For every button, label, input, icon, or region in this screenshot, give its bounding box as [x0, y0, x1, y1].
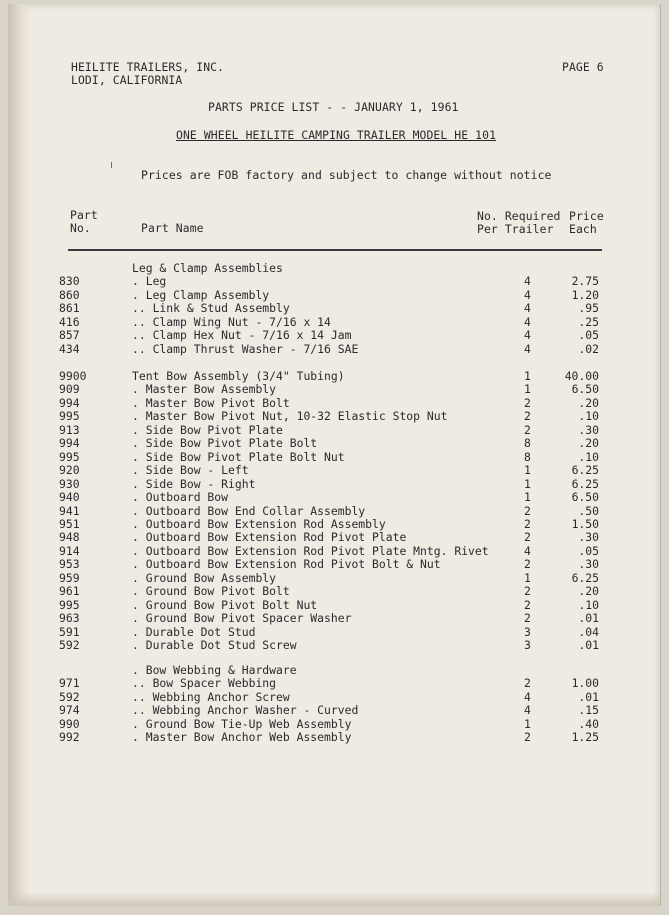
table-row	[8, 451, 660, 465]
part-number: 995	[59, 449, 80, 464]
quantity-required: 4	[524, 341, 531, 356]
group-heading-row	[8, 262, 660, 276]
part-number: 995	[59, 409, 80, 424]
part-name: . Master Bow Pivot Bolt	[132, 395, 290, 410]
price-each: 6.50	[571, 382, 599, 397]
table-row	[8, 585, 660, 599]
part-name: .. Clamp Hex Nut - 7/16 x 14 Jam	[132, 328, 352, 343]
part-number: 913	[59, 422, 80, 437]
column-header-price-line1: Price	[569, 209, 604, 223]
part-name: .. Webbing Anchor Screw	[132, 689, 290, 704]
part-number: 963	[59, 611, 80, 626]
table-row	[8, 370, 660, 384]
column-header-required-line2: Per Trailer	[477, 222, 554, 236]
price-each: .10	[578, 449, 599, 464]
part-number: 857	[59, 328, 80, 343]
table-row	[8, 289, 660, 303]
table-row	[8, 424, 660, 438]
column-header-part-name: Part Name	[141, 221, 204, 235]
quantity-required: 2	[524, 395, 531, 410]
group-heading: Leg & Clamp Assemblies	[132, 261, 283, 275]
page-number: PAGE 6	[562, 60, 604, 74]
part-number: 434	[59, 341, 80, 356]
quantity-required: 2	[524, 503, 531, 518]
quantity-required: 2	[524, 422, 531, 437]
price-each: .30	[578, 530, 599, 545]
quantity-required: 4	[524, 301, 531, 316]
page-bottom-edge	[8, 892, 660, 906]
table-row	[8, 478, 660, 492]
part-number: 9900	[59, 369, 87, 383]
part-name: . Leg Clamp Assembly	[132, 287, 270, 302]
part-number: 994	[59, 436, 80, 451]
part-name: . Outboard Bow	[132, 490, 229, 505]
document-subtitle: ONE WHEEL HEILITE CAMPING TRAILER MODEL HE 101	[176, 128, 497, 142]
part-name: .. Link & Stud Assembly	[132, 301, 290, 316]
part-name: . Ground Bow Pivot Bolt	[132, 584, 290, 599]
part-name: . Side Bow - Right	[132, 476, 256, 491]
price-each: 1.50	[571, 516, 599, 531]
part-name: . Ground Bow Assembly	[132, 570, 277, 585]
column-header-part-no-line1: Part	[70, 208, 98, 222]
price-each: .20	[578, 584, 599, 599]
price-each: 40.00	[564, 369, 599, 383]
part-number: 961	[59, 584, 80, 599]
part-name: . Side Bow Pivot Plate	[132, 422, 283, 437]
part-number: 995	[59, 597, 80, 612]
part-number: 959	[59, 570, 80, 585]
table-row	[8, 531, 660, 545]
quantity-required: 2	[524, 516, 531, 531]
quantity-required: 4	[524, 543, 531, 558]
price-each: .02	[578, 341, 599, 356]
quantity-required: 4	[524, 274, 531, 289]
quantity-required: 3	[524, 638, 531, 652]
table-row	[8, 275, 660, 289]
price-notice: Prices are FOB factory and subject to change without notice	[141, 168, 552, 182]
part-number: 974	[59, 703, 80, 718]
price-each: 6.25	[571, 570, 599, 585]
part-name: . Outboard Bow Extension Rod Assembly	[132, 516, 386, 531]
part-name: . Leg	[132, 274, 167, 289]
quantity-required: 2	[524, 530, 531, 545]
quantity-required: 1	[524, 382, 531, 397]
part-number: 930	[59, 476, 80, 491]
table-row	[8, 572, 660, 586]
quantity-required: 1	[524, 570, 531, 585]
part-name: .. Bow Spacer Webbing	[132, 676, 277, 691]
price-each: .01	[578, 611, 599, 626]
part-name: . Side Bow Pivot Plate Bolt Nut	[132, 449, 345, 464]
part-name: . Ground Bow Pivot Bolt Nut	[132, 597, 318, 612]
quantity-required: 4	[524, 703, 531, 718]
part-number: 909	[59, 382, 80, 397]
quantity-required: 4	[524, 328, 531, 343]
group-heading: . Bow Webbing & Hardware	[132, 663, 297, 677]
part-name: . Side Bow - Left	[132, 463, 249, 478]
company-name: HEILITE TRAILERS, INC.	[71, 60, 225, 74]
price-each: .95	[578, 301, 599, 316]
part-number: 940	[59, 490, 80, 505]
part-name: Tent Bow Assembly (3/4" Tubing)	[132, 369, 345, 383]
price-each: .15	[578, 703, 599, 718]
part-name: . Ground Bow Tie-Up Web Assembly	[132, 716, 352, 731]
price-each: 1.25	[571, 730, 599, 745]
price-each: 6.25	[571, 476, 599, 491]
part-number: 416	[59, 314, 80, 329]
quantity-required: 2	[524, 409, 531, 424]
column-header-part-no-line2: No.	[70, 221, 91, 235]
table-row	[8, 558, 660, 572]
column-header-price-line2: Each	[569, 222, 597, 236]
price-each: .20	[578, 436, 599, 451]
document-page	[8, 4, 661, 906]
price-each: .01	[578, 638, 599, 652]
part-number: 830	[59, 274, 80, 289]
table-row	[8, 383, 660, 397]
quantity-required: 4	[524, 314, 531, 329]
quantity-required: 4	[524, 287, 531, 302]
quantity-required: 8	[524, 449, 531, 464]
part-name: . Master Bow Anchor Web Assembly	[132, 730, 352, 745]
table-row	[8, 612, 660, 626]
part-number: 861	[59, 301, 80, 316]
stray-mark	[111, 162, 112, 168]
table-row	[8, 704, 660, 718]
quantity-required: 1	[524, 369, 531, 383]
part-number: 971	[59, 676, 80, 691]
price-each: .05	[578, 328, 599, 343]
part-name: . Outboard Bow Extension Rod Pivot Bolt & Nut	[132, 557, 441, 572]
table-row	[8, 731, 660, 745]
quantity-required: 3	[524, 624, 531, 639]
price-each: 6.25	[571, 463, 599, 478]
quantity-required: 1	[524, 463, 531, 478]
part-number: 920	[59, 463, 80, 478]
table-row	[8, 639, 660, 653]
table-row	[8, 677, 660, 691]
quantity-required: 2	[524, 611, 531, 626]
table-row	[8, 491, 660, 505]
price-each: .05	[578, 543, 599, 558]
part-number: 948	[59, 530, 80, 545]
quantity-required: 2	[524, 676, 531, 691]
table-row	[8, 505, 660, 519]
quantity-required: 1	[524, 476, 531, 491]
price-each: 1.00	[571, 676, 599, 691]
part-name: . Outboard Bow Extension Rod Pivot Plate	[132, 530, 407, 545]
price-each: .01	[578, 689, 599, 704]
company-city: LODI, CALIFORNIA	[71, 73, 183, 87]
part-number: 941	[59, 503, 80, 518]
part-name: . Master Bow Pivot Nut, 10-32 Elastic Stop Nut	[132, 409, 448, 424]
part-name: . Ground Bow Pivot Spacer Washer	[132, 611, 352, 626]
part-number: 951	[59, 516, 80, 531]
table-row	[8, 464, 660, 478]
quantity-required: 2	[524, 597, 531, 612]
column-header-required-line1: No. Required	[477, 209, 561, 223]
price-each: 2.75	[571, 274, 599, 289]
quantity-required: 2	[524, 584, 531, 599]
price-each: 6.50	[571, 490, 599, 505]
part-name: . Outboard Bow End Collar Assembly	[132, 503, 366, 518]
document-title: PARTS PRICE LIST - - JANUARY 1, 1961	[208, 100, 459, 114]
part-number: 992	[59, 730, 80, 745]
part-number: 994	[59, 395, 80, 410]
table-row	[8, 626, 660, 640]
quantity-required: 4	[524, 689, 531, 704]
quantity-required: 2	[524, 557, 531, 572]
price-each: .10	[578, 409, 599, 424]
part-name: . Side Bow Pivot Plate Bolt	[132, 436, 318, 451]
part-number: 592	[59, 689, 80, 704]
price-each: .40	[578, 716, 599, 731]
part-name: . Durable Dot Stud	[132, 624, 256, 639]
part-number: 953	[59, 557, 80, 572]
table-row	[8, 329, 660, 343]
part-number: 914	[59, 543, 80, 558]
quantity-required: 8	[524, 436, 531, 451]
part-name: . Durable Dot Stud Screw	[132, 638, 297, 652]
price-each: .25	[578, 314, 599, 329]
price-each: .50	[578, 503, 599, 518]
part-name: . Master Bow Assembly	[132, 382, 277, 397]
quantity-required: 1	[524, 490, 531, 505]
price-each: .30	[578, 557, 599, 572]
part-number: 990	[59, 716, 80, 731]
table-row	[8, 410, 660, 424]
part-number: 591	[59, 624, 80, 639]
table-row	[8, 437, 660, 451]
quantity-required: 2	[524, 730, 531, 745]
part-name: .. Clamp Wing Nut - 7/16 x 14	[132, 314, 331, 329]
group-heading-row	[8, 664, 660, 678]
part-name: .. Clamp Thrust Washer - 7/16 SAE	[132, 341, 359, 356]
table-row	[8, 302, 660, 316]
price-each: .20	[578, 395, 599, 410]
price-each: .30	[578, 422, 599, 437]
part-number: 860	[59, 287, 80, 302]
price-each: .10	[578, 597, 599, 612]
price-each: 1.20	[571, 287, 599, 302]
part-name: . Outboard Bow Extension Rod Pivot Plate Mntg. Rivet	[132, 543, 489, 558]
quantity-required: 1	[524, 716, 531, 731]
price-each: .04	[578, 624, 599, 639]
part-number: 592	[59, 638, 80, 652]
part-name: .. Webbing Anchor Washer - Curved	[132, 703, 359, 718]
header-rule	[68, 249, 602, 251]
table-row	[8, 343, 660, 357]
